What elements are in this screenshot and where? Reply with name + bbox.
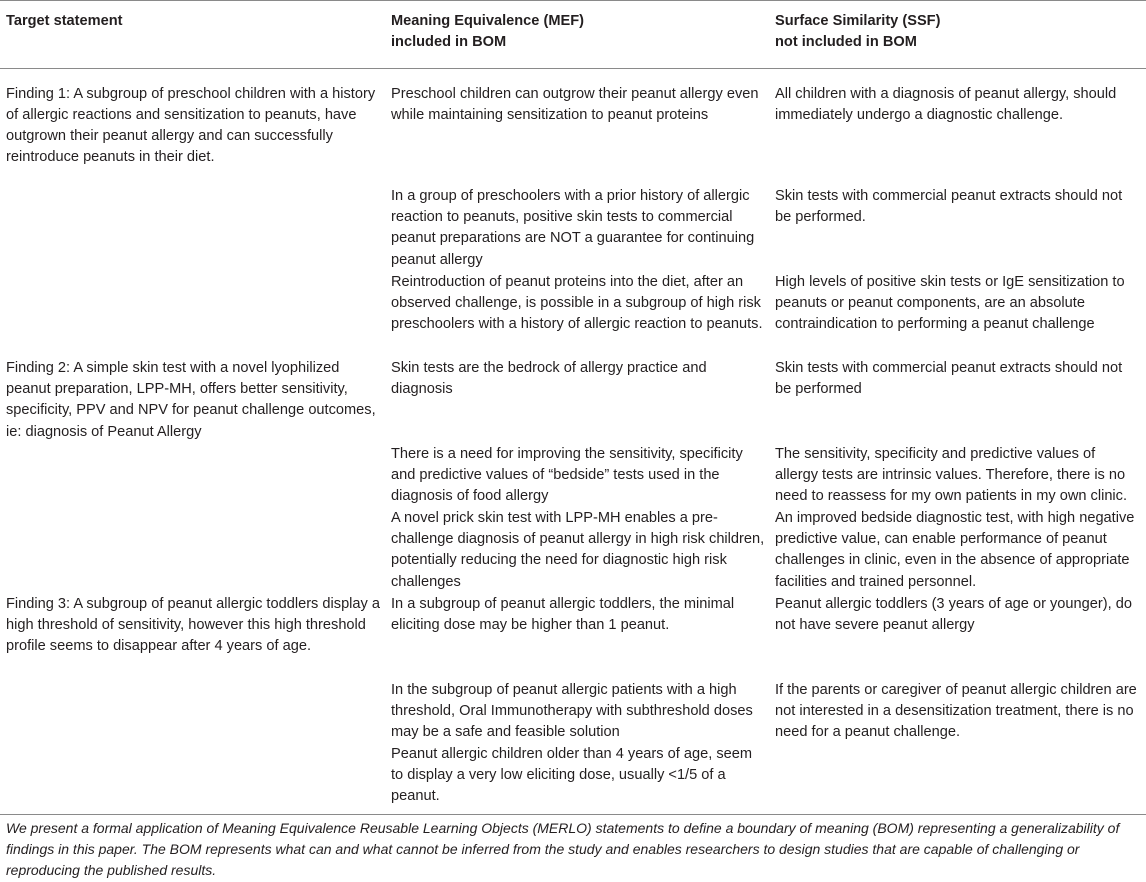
target-cell — [0, 508, 385, 594]
header-ssf-line1: Surface Similarity (SSF) — [775, 13, 941, 29]
header-target-label: Target statement — [6, 13, 123, 29]
ssf-text: All children with a diagnosis of peanut allergy, should immediately undergo a diagnostic challenge. — [775, 85, 1117, 123]
target-cell — [0, 358, 385, 444]
table-row — [0, 272, 1146, 358]
ssf-cell — [769, 508, 1146, 594]
mef-text: A novel prick skin test with LPP-MH enables a pre-challenge diagnosis of peanut allergy in high risk children, potentially reducing the need for diagnostic high risk challenges — [391, 509, 765, 590]
table-row — [0, 68, 1146, 186]
table-row — [0, 508, 1146, 594]
mef-text: There is a need for improving the sensitivity, specificity and predictive values of “bedside” tests used in the diagnosis of food allergy — [391, 445, 743, 505]
mef-text: In a group of preschoolers with a prior history of allergic reaction to peanuts, positive skin tests to commercial peanut preparations are NOT a guarantee for continuing peanut allergy — [391, 187, 755, 268]
target-cell — [0, 68, 385, 186]
ssf-cell — [769, 272, 1146, 358]
target-cell — [0, 594, 385, 680]
header-mef-line2: included in BOM — [391, 34, 507, 51]
header-meaning-equivalence — [385, 1, 769, 69]
mef-text: In a subgroup of peanut allergic toddlers, the minimal eliciting dose may be higher than 1 peanut. — [391, 595, 735, 634]
table-body — [0, 68, 1146, 814]
ssf-cell — [769, 680, 1146, 744]
target-cell — [0, 444, 385, 508]
target-cell — [0, 272, 385, 358]
ssf-text: Peanut allergic toddlers (3 years of age or younger), do not have severe peanut allergy — [775, 595, 1132, 634]
mef-cell — [385, 444, 769, 508]
ssf-text: High levels of positive skin tests or IgE sensitization to peanuts or peanut components, are an absolute contraindication to performing a peanut challenge — [775, 273, 1125, 333]
table-row — [0, 594, 1146, 680]
mef-cell — [385, 508, 769, 594]
mef-text: In the subgroup of peanut allergic patients with a high threshold, Oral Immunotherapy with subthreshold doses may be a safe and feasible solution — [391, 681, 753, 741]
mef-cell — [385, 594, 769, 680]
table-row — [0, 744, 1146, 814]
ssf-cell — [769, 358, 1146, 444]
ssf-text: The sensitivity, specificity and predictive values of allergy tests are intrinsic values. Therefore, there is no need to reassess for my own patients in my own clinic. — [775, 445, 1128, 505]
mef-cell — [385, 272, 769, 358]
header-surface-similarity — [769, 1, 1146, 69]
mef-text: Skin tests are the bedrock of allergy practice and diagnosis — [391, 359, 707, 398]
table-row — [0, 186, 1146, 272]
ssf-text: Skin tests with commercial peanut extracts should not be performed. — [775, 187, 1123, 226]
header-target-statement — [0, 1, 385, 69]
header-mef-line1: Meaning Equivalence (MEF) — [391, 13, 584, 29]
mef-text: Preschool children can outgrow their peanut allergy even while maintaining sensitization to peanut proteins — [391, 85, 759, 123]
table-row — [0, 444, 1146, 508]
ssf-cell — [769, 68, 1146, 186]
mef-text: Peanut allergic children older than 4 years of age, seem to display a very low eliciting dose, usually <1/5 of a peanut. — [391, 745, 753, 805]
target-cell — [0, 680, 385, 744]
table-row — [0, 680, 1146, 744]
table-footnote: We present a formal application of Meaning Equivalence Reusable Learning Objects (MERLO) statements to define a boundary of meaning (BOM) representing a generalizability of findings in this paper. The BOM represents what can and what cannot be inferred from the study and enables researchers to design studies that are capable of challenging or reproducing the published results. — [6, 820, 1120, 878]
mef-cell — [385, 680, 769, 744]
ssf-cell — [769, 186, 1146, 272]
mef-text: Reintroduction of peanut proteins into the diet, after an observed challenge, is possible in a subgroup of high risk preschoolers with a history of allergic reaction to peanuts. — [391, 273, 763, 333]
ssf-cell — [769, 444, 1146, 508]
target-text: Finding 3: A subgroup of peanut allergic toddlers display a high threshold of sensitivity, however this high threshold profile seems to disappear after 4 years of age. — [6, 595, 381, 655]
ssf-text: An improved bedside diagnostic test, with high negative predictive value, can enable performance of peanut challenges in clinic, even in the absence of appropriate facilities and trained personnel. — [775, 509, 1135, 590]
mef-cell — [385, 186, 769, 272]
header-ssf-line2: not included in BOM — [775, 34, 917, 51]
ssf-text: If the parents or caregiver of peanut allergic children are not interested in a desensitization treatment, there is no need for a peanut challenge. — [775, 681, 1137, 741]
ssf-cell — [769, 744, 1146, 814]
table-header — [0, 1, 1146, 69]
table-row — [0, 358, 1146, 444]
ssf-text: Skin tests with commercial peanut extracts should not be performed — [775, 359, 1123, 398]
mef-cell — [385, 358, 769, 444]
ssf-cell — [769, 594, 1146, 680]
mef-cell — [385, 68, 769, 186]
target-cell — [0, 186, 385, 272]
target-cell — [0, 744, 385, 814]
target-text: Finding 1: A subgroup of preschool children with a history of allergic reactions and sensitization to peanuts, have outgrown their peanut allergy and can successfully reintroduce peanuts in their diet. — [6, 85, 376, 166]
mef-cell — [385, 744, 769, 814]
target-text: Finding 2: A simple skin test with a novel lyophilized peanut preparation, LPP-MH, offers better sensitivity, specificity, PPV and NPV for peanut challenge outcomes, ie: diagnosis of Peanut Allergy — [6, 359, 376, 440]
